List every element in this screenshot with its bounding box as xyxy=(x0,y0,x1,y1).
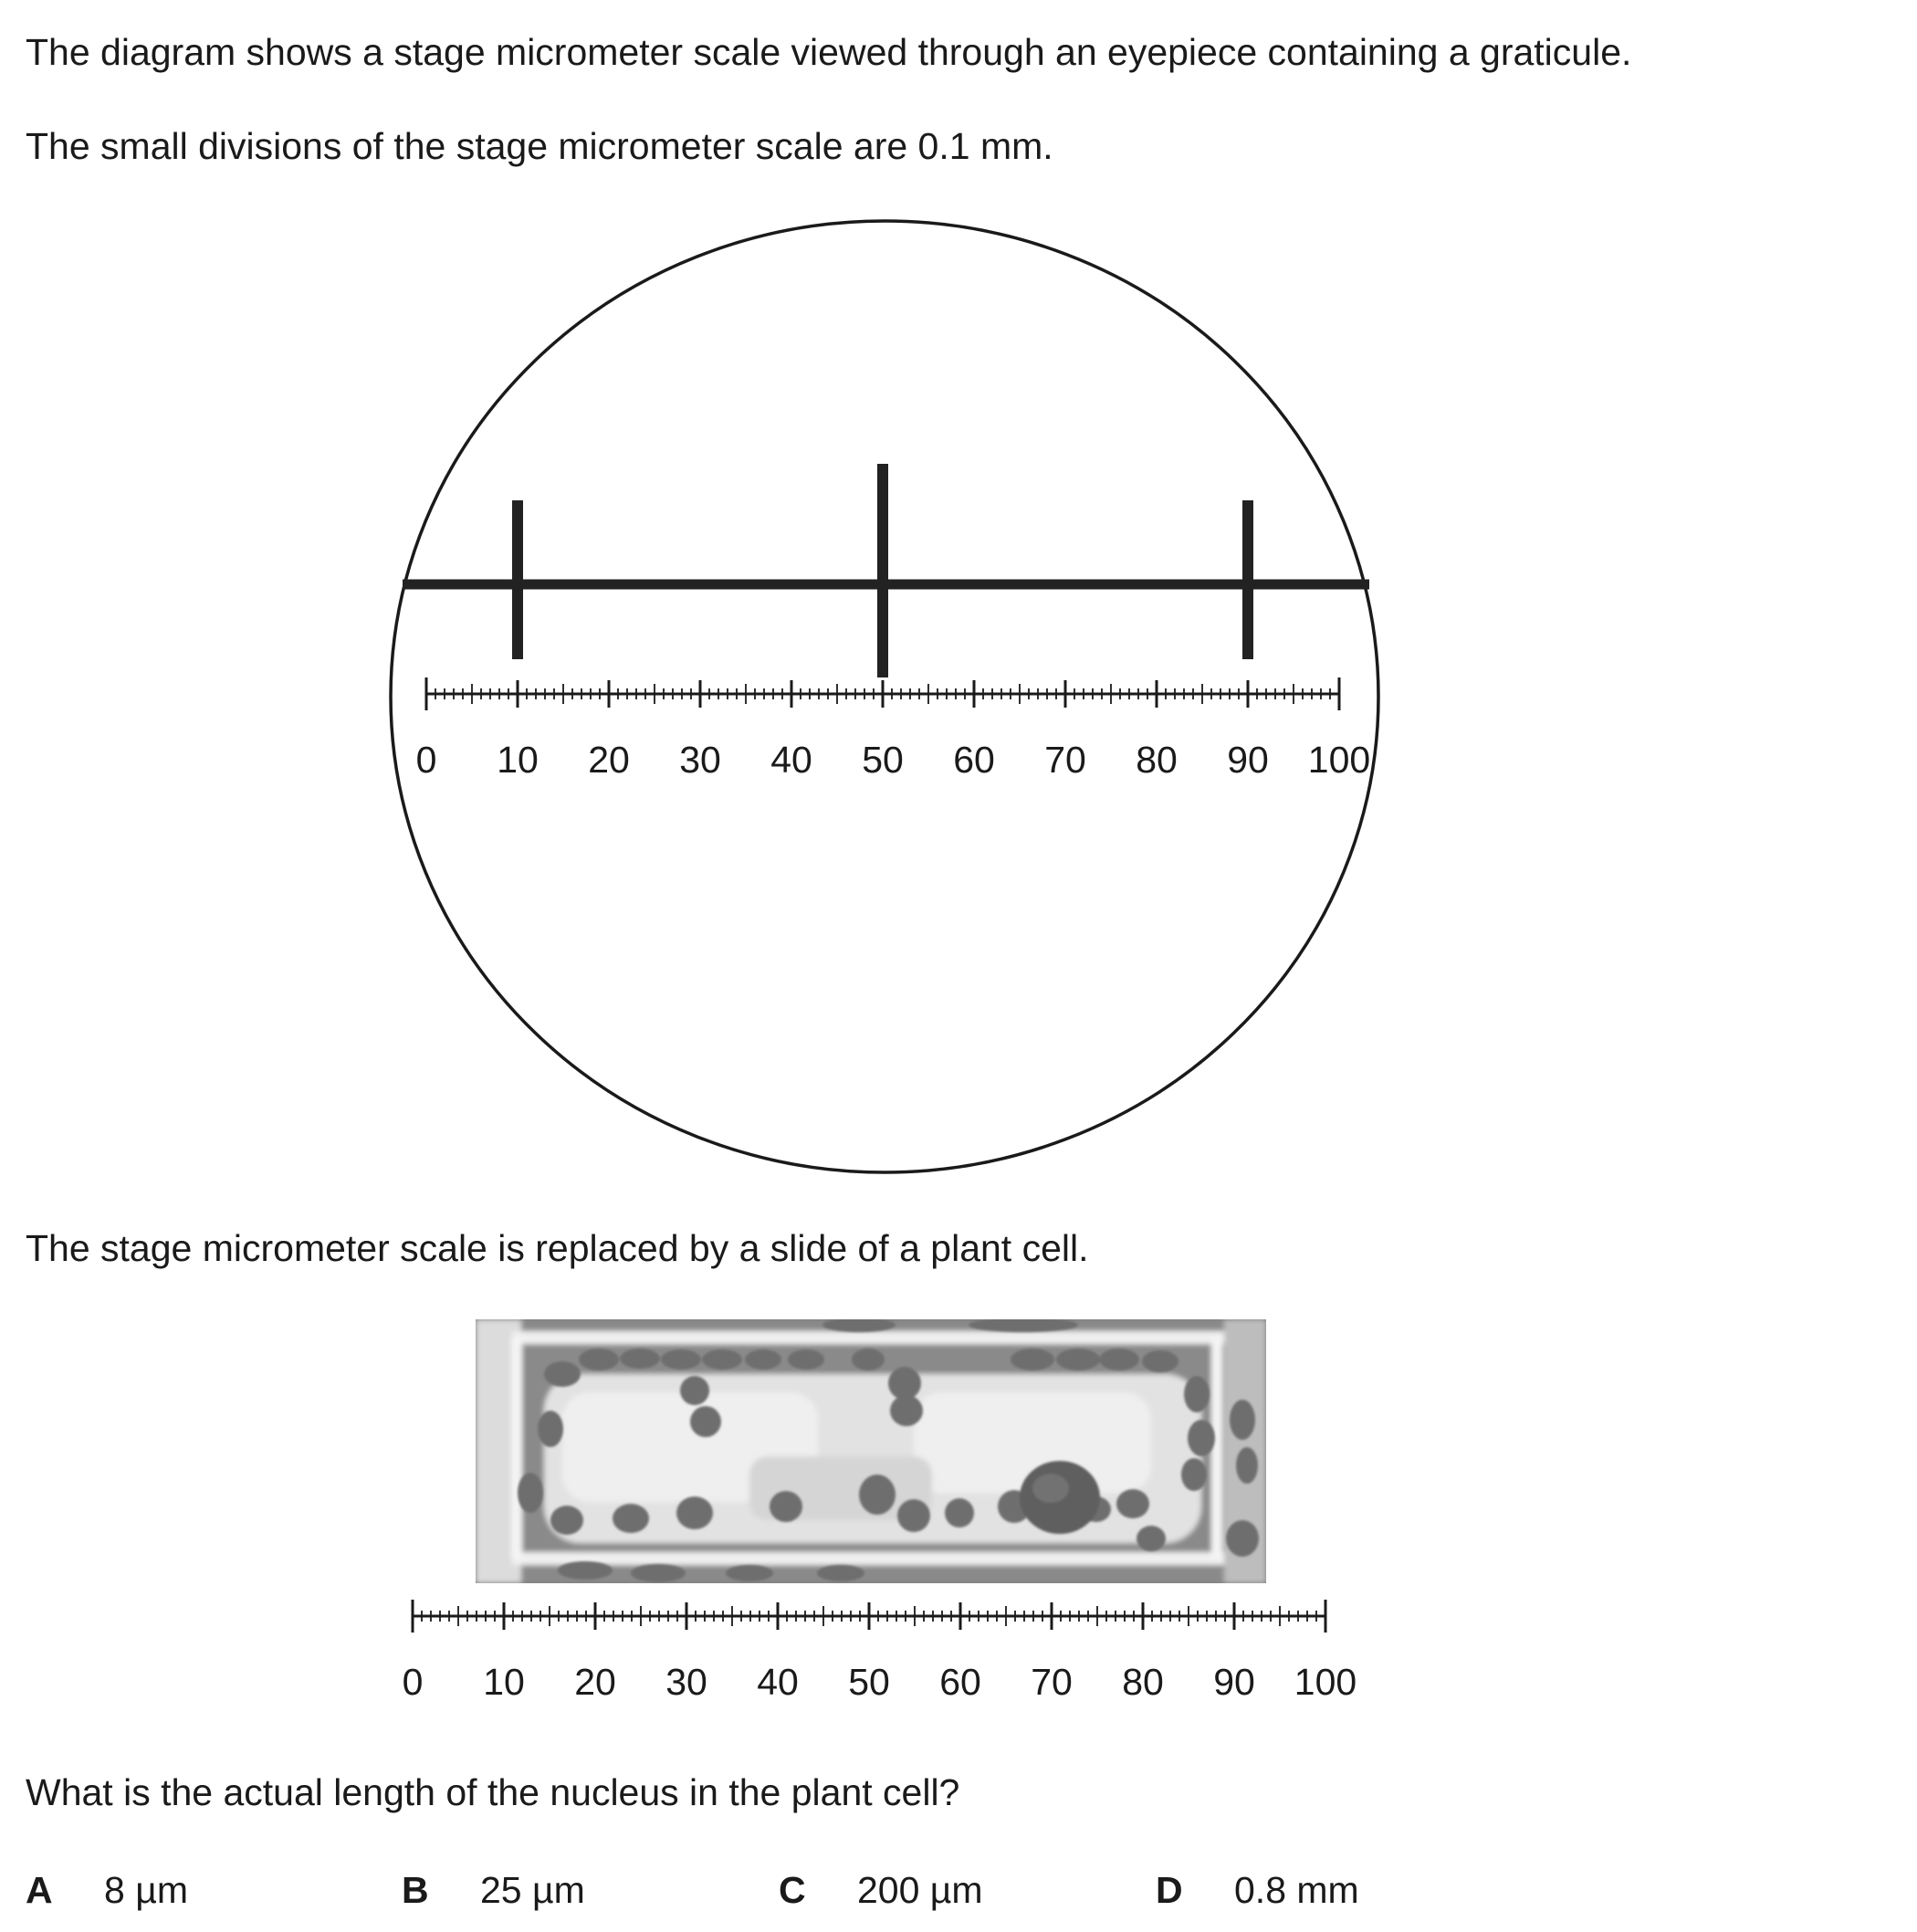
cell-scale-label: 10 xyxy=(483,1661,525,1703)
option-c[interactable] xyxy=(779,1869,983,1911)
divisions-text: The small divisions of the stage micrometer scale are 0.1 mm. xyxy=(26,125,1053,167)
option-d[interactable] xyxy=(1156,1869,1359,1911)
option-a[interactable] xyxy=(26,1869,188,1911)
intro-text: The diagram shows a stage micrometer scale viewed through an eyepiece containing a graticule. xyxy=(26,31,1632,73)
option-letter: D xyxy=(1156,1869,1183,1911)
option-letter: A xyxy=(26,1869,53,1911)
option-value: 0.8 mm xyxy=(1234,1869,1359,1911)
cell-scale-label: 60 xyxy=(939,1661,981,1703)
option-value: 200 µm xyxy=(857,1869,983,1911)
option-letter: C xyxy=(779,1869,806,1911)
cell-scale-label: 50 xyxy=(848,1661,890,1703)
stage-scale-label: 40 xyxy=(770,739,812,781)
stage-scale-label: 30 xyxy=(679,739,721,781)
cell-scale-label: 80 xyxy=(1122,1661,1164,1703)
stage-scale-label: 90 xyxy=(1227,739,1269,781)
option-value: 25 µm xyxy=(480,1869,585,1911)
option-b[interactable] xyxy=(402,1869,585,1911)
cell-scale-label: 30 xyxy=(665,1661,707,1703)
cell-scale-label: 70 xyxy=(1031,1661,1073,1703)
stage-scale-label: 70 xyxy=(1044,739,1086,781)
cell-scale-label: 100 xyxy=(1294,1661,1357,1703)
option-letter: B xyxy=(402,1869,429,1911)
option-value: 8 µm xyxy=(104,1869,188,1911)
stage-scale-label: 100 xyxy=(1307,739,1371,781)
replaced-text: The stage micrometer scale is replaced by a slide of a plant cell. xyxy=(26,1227,1089,1269)
plant-cell-image xyxy=(476,1319,1266,1583)
stage-scale-label: 0 xyxy=(415,739,437,781)
stage-micrometer-scale xyxy=(426,677,1339,710)
stage-scale-label: 50 xyxy=(862,739,904,781)
cell-scale-label: 40 xyxy=(757,1661,799,1703)
cell-micrometer-scale xyxy=(413,1600,1325,1633)
cell-scale-label: 90 xyxy=(1213,1661,1255,1703)
cell-scale-label: 20 xyxy=(574,1661,616,1703)
question-text: What is the actual length of the nucleus in the plant cell? xyxy=(26,1771,960,1813)
stage-scale-label: 60 xyxy=(953,739,995,781)
stage-scale-label: 10 xyxy=(497,739,539,781)
cell-scale-label: 0 xyxy=(402,1661,424,1703)
stage-scale-label: 20 xyxy=(588,739,630,781)
stage-scale-label: 80 xyxy=(1136,739,1178,781)
